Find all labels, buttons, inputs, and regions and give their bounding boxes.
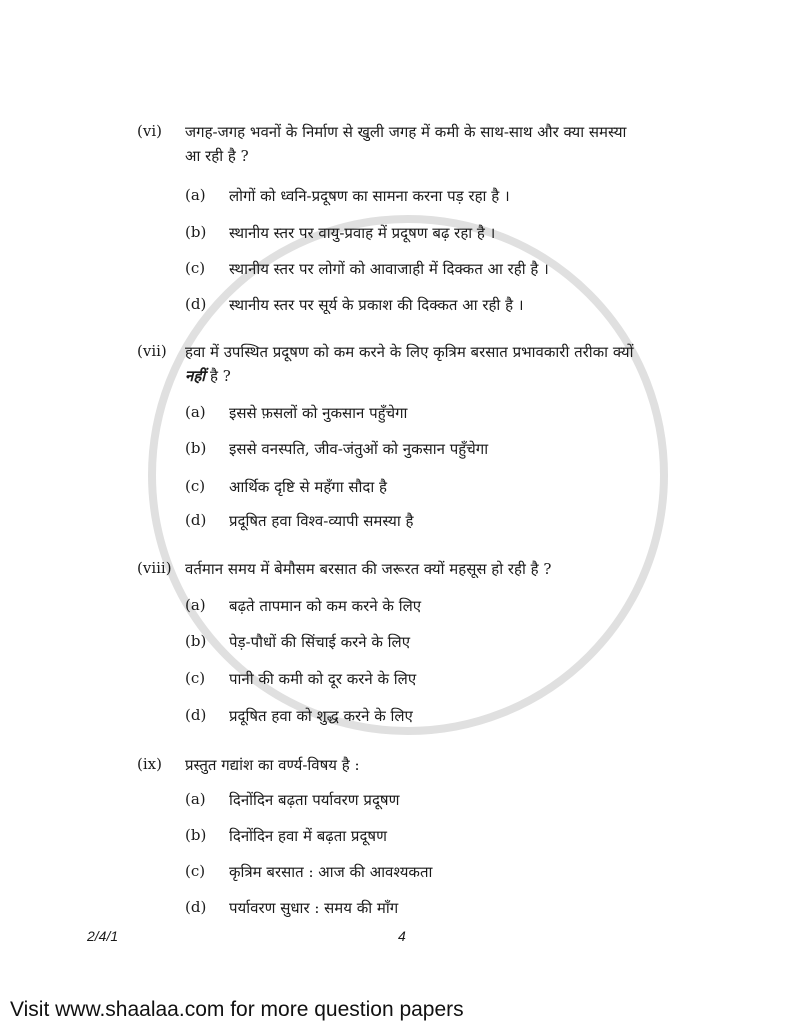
paper-code: 2/4/1 [87, 928, 119, 944]
option-label: (b) [185, 632, 207, 650]
question-text: आ रही है ? [185, 147, 249, 165]
option-text: दिनोंदिन बढ़ता पर्यावरण प्रदूषण [229, 791, 400, 809]
option-text: पर्यावरण सुधार : समय की माँग [229, 899, 399, 917]
visit-link-text[interactable]: Visit www.shaalaa.com for more question papers [10, 998, 464, 1021]
option-text: स्थानीय स्तर पर वायु-प्रवाह में प्रदूषण बढ़ रहा है । [229, 224, 496, 242]
option-label: (d) [185, 295, 207, 313]
question-text-line2 [185, 366, 231, 386]
option-label: (c) [185, 862, 206, 880]
option-label: (b) [185, 439, 207, 457]
option-label: (c) [185, 669, 206, 687]
page-number: 4 [398, 928, 406, 944]
question-text: जगह-जगह भवनों के निर्माण से खुली जगह में कमी के साथ-साथ और क्या समस्या [185, 123, 627, 141]
option-label: (b) [185, 826, 207, 844]
option-label: (c) [185, 477, 206, 495]
option-text: पानी की कमी को दूर करने के लिए [229, 670, 417, 688]
option-label: (c) [185, 259, 206, 277]
option-text: दिनोंदिन हवा में बढ़ता प्रदूषण [229, 827, 387, 845]
option-label: (b) [185, 223, 207, 241]
option-text: स्थानीय स्तर पर लोगों को आवाजाही में दिक्कत आ रही है । [229, 260, 549, 278]
option-label: (a) [185, 790, 206, 808]
question-text: वर्तमान समय में बेमौसम बरसात की जरूरत क्यों महसूस हो रही है ? [185, 560, 552, 578]
option-text: प्रदूषित हवा विश्व-व्यापी समस्या है [229, 512, 414, 530]
option-text: आर्थिक दृष्टि से महँगा सौदा है [229, 478, 388, 496]
option-text: प्रदूषित हवा को शुद्ध करने के लिए [229, 707, 413, 725]
option-label: (d) [185, 898, 207, 916]
watermark-circle [148, 215, 668, 735]
option-text: इससे फ़सलों को नुकसान पहुँचेगा [229, 404, 408, 422]
question-text: हवा में उपस्थित प्रदूषण को कम करने के लिए कृत्रिम बरसात प्रभावकारी तरीका क्यों [185, 343, 634, 361]
option-label: (a) [185, 186, 206, 204]
emphasis-text: नहीं [185, 367, 206, 385]
option-label: (a) [185, 403, 206, 421]
question-tail: है ? [205, 367, 231, 385]
question-number: (vii) [137, 342, 167, 360]
question-number: (vi) [137, 122, 162, 140]
option-text: पेड़-पौधों की सिंचाई करने के लिए [229, 633, 411, 651]
option-text: कृत्रिम बरसात : आज की आवश्यकता [229, 863, 433, 881]
option-text: लोगों को ध्वनि-प्रदूषण का सामना करना पड़ रहा है । [229, 187, 510, 205]
option-label: (d) [185, 511, 207, 529]
option-label: (a) [185, 596, 206, 614]
option-label: (d) [185, 706, 207, 724]
option-text: इससे वनस्पति, जीव-जंतुओं को नुकसान पहुँचेगा [229, 440, 489, 458]
option-text: बढ़ते तापमान को कम करने के लिए [229, 597, 422, 615]
question-number: (ix) [137, 755, 162, 773]
question-text: प्रस्तुत गद्यांश का वर्ण्य-विषय है : [185, 756, 360, 774]
option-text: स्थानीय स्तर पर सूर्य के प्रकाश की दिक्कत आ रही है । [229, 296, 524, 314]
question-number: (viii) [137, 559, 172, 577]
